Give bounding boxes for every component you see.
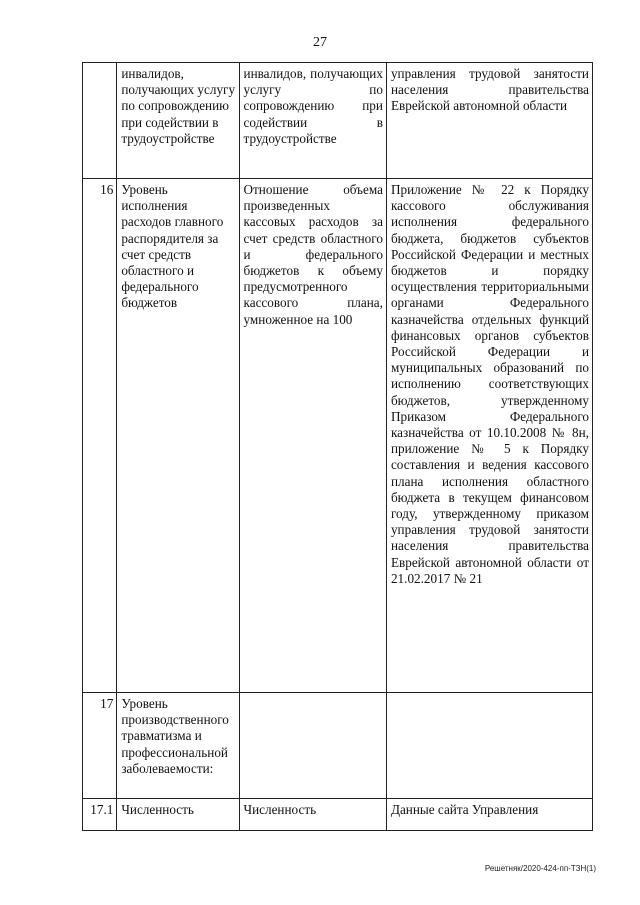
table-row <box>83 799 593 831</box>
indicator-name: Численность <box>117 799 239 831</box>
calculation-method: инвалидов, получающих услугу по сопровождению при содействии в трудоустройстве <box>239 63 386 179</box>
indicator-name: Уровень исполнения расходов главного распорядителя за счет средств областного и федерального бюджетов <box>117 179 239 693</box>
data-source: управления трудовой занятости населения правительства Еврейской автономной области <box>386 63 592 179</box>
indicators-table <box>82 62 593 831</box>
page-number: 27 <box>313 35 327 50</box>
document-footer-code: Решетняк/2020-424-пп-ТЗН(1) <box>484 864 596 873</box>
calculation-method: Отношение объема произведенных кассовых расходов за счет средств областного и федерального бюджетов к объему предусмотренного кассового плана, умноженное на 100 <box>239 179 386 693</box>
row-number: 17.1 <box>83 799 117 831</box>
table-row <box>83 63 593 179</box>
calculation-method: Численность <box>239 799 386 831</box>
indicator-name: Уровень производственного травматизма и профессиональной заболеваемости: <box>117 693 239 799</box>
data-source <box>386 693 592 799</box>
calculation-method <box>239 693 386 799</box>
table-row <box>83 693 593 799</box>
row-number: 16 <box>83 179 117 693</box>
data-source: Приложение № 22 к Порядку кассового обслуживания исполнения федерального бюджета, бюджетов субъектов Российской Федерации и местных бюджетов и порядку осуществления территориальными органами Федерального казначейства отдельных функций финансовых органов субъектов Российской Федерации и муниципальных образований по исполнению соответствующих бюджетов, утвержденному Приказом Федерального казначейства от 10.10.2008 № 8н, приложение № 5 к Порядку составления и ведения кассового плана исполнения областного бюджета в текущем финансовом году, утвержденному приказом управления трудовой занятости населения правительства Еврейской автономной области от 21.02.2017 № 21 <box>386 179 592 693</box>
indicator-name: инвалидов, получающих услугу по сопровождению при содействии в трудоустройстве <box>117 63 239 179</box>
row-number: 17 <box>83 693 117 799</box>
table-row <box>83 179 593 693</box>
row-number <box>83 63 117 179</box>
data-source: Данные сайта Управления <box>386 799 592 831</box>
